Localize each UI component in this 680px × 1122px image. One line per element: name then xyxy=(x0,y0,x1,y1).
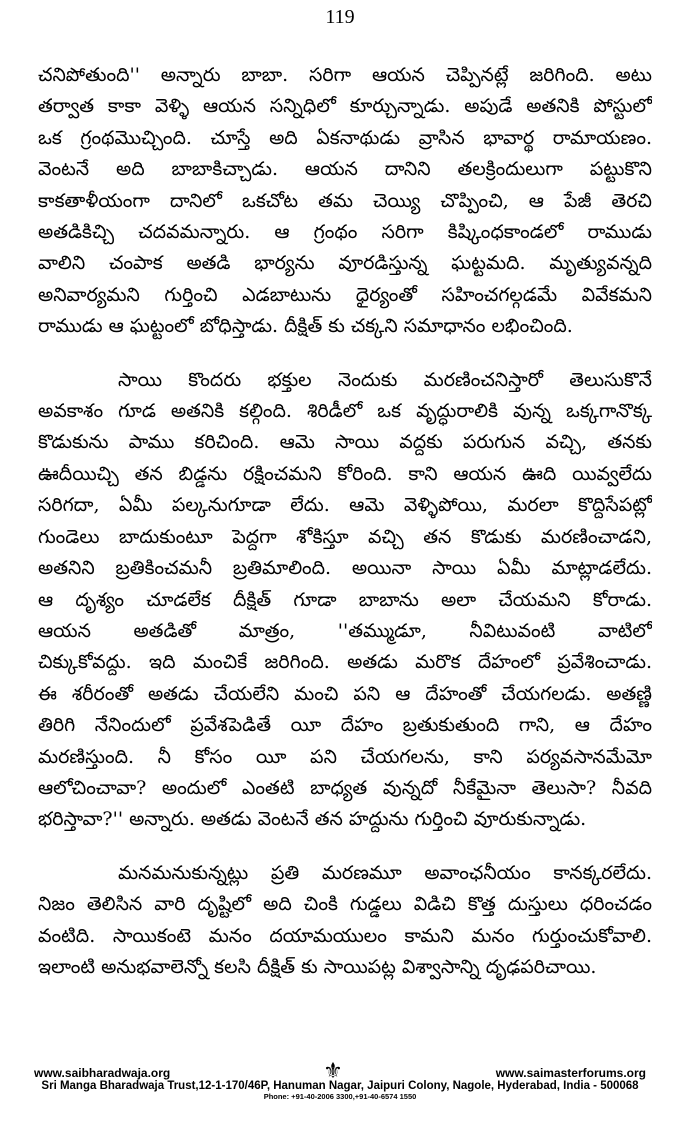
text-line: అతడికిచ్చి చదవమన్నారు. ఆ గ్రంథం సరిగా కిష్కింధకాండలో రాముడు xyxy=(38,221,652,244)
text-line: తిరిగి నేనిందులో ప్రవేశపెడితే యీ దేహం బ్రతుకుతుంది గాని, ఆ దేహం xyxy=(38,714,652,737)
footer xyxy=(34,1059,646,1101)
text-line: సాయి కొందరు భక్తుల నెందుకు మరణించనిస్తారో తెలుసుకొనే xyxy=(118,368,652,391)
text-line: ఒక గ్రంథమొచ్చింది. చూస్తే అది ఏకనాథుడు వ్రాసిన భావార్థ రామాయణం. xyxy=(38,126,652,149)
text-line: ఇలాంటి అనుభవాలెన్నో కలసి దీక్షిత్ కు సాయిపట్ల విశ్వాసాన్ని దృఢపరిచాయి. xyxy=(38,955,597,978)
text-line: చిక్కుకోవద్దు. ఇది మంచికే జరిగింది. అతడు మరొక దేహంలో ప్రవేశించాడు. xyxy=(38,651,652,674)
text-line: కొడుకును పాము కరిచింది. ఆమె సాయి వద్దకు పరుగున వచ్చి, తనకు xyxy=(38,431,652,454)
text-line: అవకాశం గూడ అతనికి కల్గింది. శిరిడీలో ఒక వృద్ధురాలికి వున్న ఒక్కగానొక్క xyxy=(38,400,652,423)
paragraph xyxy=(38,858,652,984)
text-line: వంటిది. సాయికంటె మనం దయామయులం కామని మనం గుర్తుంచుకోవాలి. xyxy=(38,924,652,947)
text-line: ఆలోచించావా? అందులో ఎంతటి బాధ్యత వున్నదో నీకేమైనా తెలుసా? నీవది xyxy=(38,776,652,799)
text-line: గుండెలు బాదుకుంటూ పెద్దగా శోకిస్తూ వచ్చి తన కొడుకు మరణించాడని, xyxy=(38,525,652,548)
text-line: చనిపోతుంది'' అన్నారు బాబా. సరిగా ఆయన చెప్పినట్లే జరిగింది. అటు xyxy=(38,64,652,86)
text-line: అతనిని బ్రతికించమనీ బ్రతిమాలింది. అయినా సాయి ఏమీ మాట్లాడలేదు. xyxy=(38,557,652,580)
text-line: అనివార్యమని గుర్తించి ఎడబాటును ధైర్యంతో సహించగల్గడమే వివేకమని xyxy=(38,283,652,306)
text-line: రాముడు ఆ ఘట్టంలో బోధిస్తాడు. దీక్షిత్ కు చక్కని సమాధానం లభించింది. xyxy=(38,315,573,338)
paragraph xyxy=(38,365,652,836)
footer-top xyxy=(34,1059,646,1084)
footer-right-url[interactable]: www.saimasterforums.org xyxy=(495,1066,646,1080)
text-line: వాలిని చంపాక అతడి భార్యను వూరడిస్తున్న ఘట్టమది. మృత్యువన్నది xyxy=(38,252,652,275)
text-line: భరిస్తావా?'' అన్నారు. అతడు వెంటనే తన హద్దును గుర్తించి వూరుకున్నాడు. xyxy=(38,808,587,831)
text-line: ఆయన అతడితో మాత్రం, ''తమ్ముడూ, నీవిటువంటి వాటిలో xyxy=(38,619,652,642)
body-text xyxy=(38,60,652,1005)
text-line: ఊదీయిచ్చి తన బిడ్డను రక్షించమని కోరింది. కాని ఆయన ఊది యివ్వలేదు xyxy=(38,462,652,485)
footer-left-url[interactable]: www.saibharadwaja.org xyxy=(34,1066,171,1080)
text-line: మరణిస్తుంది. నీ కోసం యీ పని చేయగలను, కాని పర్యవసానమేమో xyxy=(38,745,652,768)
text-line: నిజం తెలిసిన వారి దృష్టిలో అది చింకి గుడ్డలు విడిచి కొత్త దుస్తులు ధరించడం xyxy=(38,893,652,916)
page-number: 119 xyxy=(325,6,355,28)
text-line: సరిగదా, ఏమీ పల్కనుగూడా లేదు. ఆమె వెళ్ళిపోయి, మరలా కొద్దిసేపట్లో xyxy=(38,494,652,517)
footer-phone: Phone: +91-40-2006 3300,+91-40-6574 1550 xyxy=(263,1092,417,1101)
footer-address: Sri Manga Bharadwaja Trust,12-1-170/46P, Hanuman Nagar, Jaipuri Colony, Nagole, Hyderabad, India - 500068 xyxy=(41,1080,639,1092)
text-line: ఆ దృశ్యం చూడలేక దీక్షిత్ గూడా బాబాను అలా చేయమని కోరాడు. xyxy=(38,588,652,611)
text-line: ఈ శరీరంతో అతడు చేయలేని మంచి పని ఆ దేహంతో చేయగలడు. అతణ్ణి xyxy=(38,682,652,705)
lotus-emblem-icon: ⚜ xyxy=(323,1059,343,1084)
text-line: తర్వాత కాకా వెళ్ళి ఆయన సన్నిధిలో కూర్చున్నాడు. అపుడే అతనికి పోస్టులో xyxy=(38,95,652,118)
paragraph xyxy=(38,60,652,343)
text-line: మనమనుకున్నట్లు ప్రతి మరణమూ అవాంఛనీయం కానక్కరలేదు. xyxy=(118,861,652,884)
text-line: కాకతాళీయంగా దానిలో ఒకచోట తమ చెయ్యి చొప్పించి, ఆ పేజీ తెరచి xyxy=(38,189,652,212)
text-line: వెంటనే అది బాబాకిచ్చాడు. ఆయన దానిని తలక్రిందులుగా పట్టుకొని xyxy=(38,158,652,181)
